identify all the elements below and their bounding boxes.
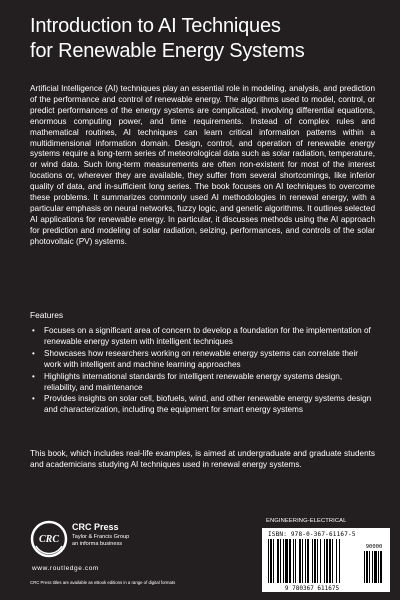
feature-item (30, 349, 375, 371)
feature-item (30, 326, 375, 348)
closing-paragraph: This book, which includes real-life examples, is aimed at undergraduate and graduate students and academicians studying AI techniques used in renewal energy systems. (30, 449, 375, 469)
description-paragraph: Artificial Intelligence (AI) techniques play an essential role in modeling, analysis, and prediction of the performance and control of renewable energy. The algorithms used to model, control, or predict performances of the energy systems are complicated, involving differential equations, enormous computing power, and time requirements. Instead of complex rules and mathematical routines, AI techniques can learn critical information patterns within a multidimensional information domain. Design, control, and operation of renewable energy systems require a long-term series of meteorological data such as solar radiation, temperature, or wind data. Such long-term measurements are often non-existent for most of the interest locations or, wherever they are available, they suffer from several shortcomings, like inferior quality of data, and in-sufficient long series. The book focuses on AI techniques to overcome these problems. It summarizes commonly used AI methodologies in renewal energy, with a particular emphasis on neural networks, fuzzy logic, and genetic algorithms. It outlines selected AI applications for renewable energy. In particular, it discusses methods using the AI approach for prediction and modeling of solar radiation, seizing, performances, and controls of the solar photovoltaic (PV) systems. (30, 84, 375, 246)
price-barcode-bar (364, 551, 365, 583)
barcode-bar (324, 539, 325, 583)
feature-item (30, 372, 375, 394)
isbn-text: ISBN: 978-0-367-61167-5 (268, 531, 356, 538)
barcode-bar (277, 539, 279, 583)
barcode-bar (329, 539, 331, 583)
barcode-bar (336, 539, 337, 583)
barcode-bar (299, 539, 301, 583)
barcode-bar (307, 539, 309, 583)
features-list (30, 326, 375, 417)
price-barcode-bar (378, 551, 379, 583)
barcode-bar (339, 539, 340, 583)
price-barcode-bar (380, 551, 382, 583)
bullet-icon: • (32, 348, 35, 358)
barcode-bar (312, 539, 313, 583)
barcode-bar (270, 539, 272, 583)
feature-item (30, 394, 375, 416)
feature-text: Highlights international standards for intelligent renewable energy systems design, reliability, and maintenance (44, 371, 343, 392)
price-barcode-bar (372, 551, 373, 583)
barcode-bar (302, 539, 303, 583)
category-label: ENGINEERING-ELECTRICAL (266, 518, 347, 524)
barcode-bar (273, 539, 274, 583)
price-barcode-bar (369, 551, 370, 583)
features-heading: Features (30, 310, 64, 320)
crc-press-logo-icon (30, 520, 68, 558)
barcode-bar (283, 539, 284, 583)
ebook-note: CRC Press titles are available as eBook editions in a range of digital formats (30, 580, 176, 585)
barcode-bars-icon (262, 528, 390, 592)
bullet-icon: • (32, 371, 35, 381)
isbn-barcode (262, 528, 390, 592)
barcode-bar (285, 539, 288, 583)
publisher-group: Taylor & Francis Group (72, 534, 130, 540)
barcode-bar (332, 539, 333, 583)
price-barcode-bar (366, 551, 368, 583)
barcode-bar (289, 539, 291, 583)
title-line-1: Introduction to AI Techniques (30, 15, 281, 37)
publisher-name: CRC Press (72, 522, 119, 532)
barcode-bar (305, 539, 306, 583)
barcode-bar (293, 539, 294, 583)
barcode-bar (295, 539, 296, 583)
bullet-icon: • (32, 326, 35, 335)
barcode-bar (280, 539, 281, 583)
barcode-bar (268, 539, 269, 583)
feature-text: Showcases how researchers working on renewable energy systems can correlate their work with intelligent and machine learning approaches (44, 348, 359, 369)
title-line-2: for Renewable Energy Systems (30, 40, 305, 62)
publisher-block (30, 520, 210, 580)
price-barcode-bar (374, 551, 377, 583)
publisher-group-sub: an informa business (72, 541, 123, 547)
barcode-bar (320, 539, 321, 583)
barcode-bar (326, 539, 328, 583)
logo-text: CRC (38, 534, 60, 545)
feature-text: Focuses on a significant area of concern to develop a foundation for the implementation of renewable energy system with intelligent techniques (44, 326, 371, 346)
barcode-bar (317, 539, 318, 583)
barcode-digits: 9 780367 611675 (284, 585, 340, 592)
barcode-bar (314, 539, 316, 583)
book-title (30, 14, 380, 64)
bullet-icon: • (32, 394, 35, 404)
publisher-url: www.routledge.com (32, 565, 99, 572)
feature-text: Provides insights on solar cell, biofuels, wind, and other renewable energy systems design and characterization, including the equipment for smart energy systems (44, 394, 372, 415)
price-code: 90000 (365, 544, 383, 550)
